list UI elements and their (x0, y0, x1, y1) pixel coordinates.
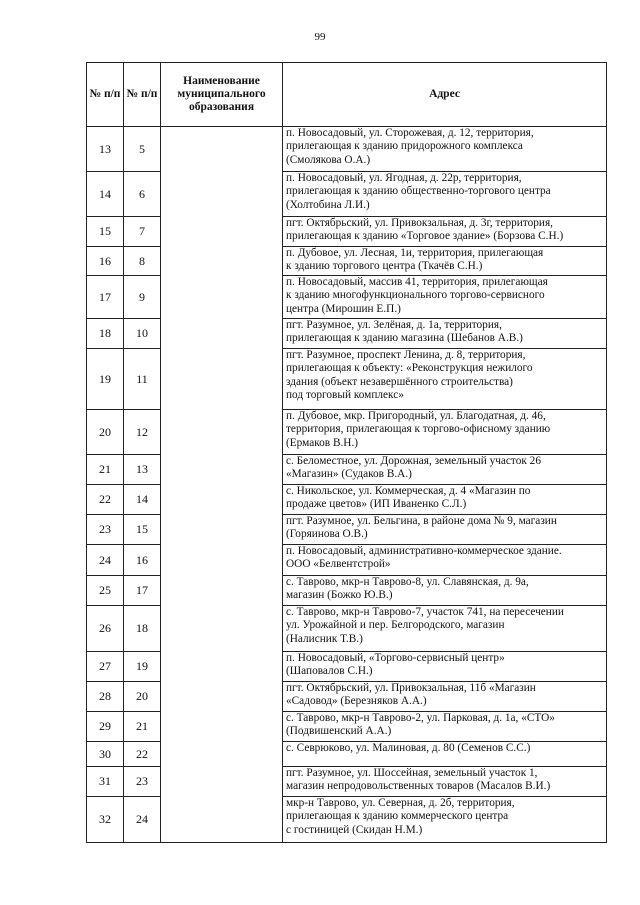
row-number-local: 18 (124, 606, 161, 652)
header-num-total: № п/п (87, 63, 124, 127)
address-cell (283, 797, 607, 843)
row-number-local: 13 (124, 455, 161, 485)
address-cell (283, 247, 607, 276)
row-number-local: 22 (124, 742, 161, 767)
address-line: «Садовод» (Березняков А.А.) (286, 695, 427, 708)
address-line: (Горяинова О.В.) (286, 528, 368, 541)
address-line: магазин (Божко Ю.В.) (286, 589, 393, 602)
address-line: пгт. Разумное, проспект Ленина, д. 8, территория, (286, 349, 526, 361)
address-line: (Подвишенский А.А.) (286, 725, 392, 738)
address-cell (283, 349, 607, 410)
row-number-total: 21 (87, 455, 124, 485)
address-line: с. Таврово, мкр-н Таврово-8, ул. Славянская, д. 9а, (286, 576, 529, 588)
address-line: п. Новосадовый, ул. Сторожевая, д. 12, территория, (286, 127, 534, 139)
address-line: к зданию торгового центра (Ткачёв С.Н.) (286, 260, 483, 273)
address-cell (283, 410, 607, 455)
row-number-local: 21 (124, 712, 161, 742)
address-line: с. Севрюково, ул. Малиновая, д. 80 (Семенов С.С.) (286, 742, 531, 754)
row-number-total: 17 (87, 276, 124, 319)
header-num-local: № п/п (124, 63, 161, 127)
row-number-local: 14 (124, 485, 161, 515)
address-line: с. Беломестное, ул. Дорожная, земельный участок 26 (286, 455, 541, 467)
address-cell (283, 515, 607, 545)
address-line: п. Новосадовый, массив 41, территория, прилегающая (286, 276, 548, 288)
address-line: территория, прилегающая к торгово-офисному зданию (286, 423, 551, 436)
address-cell (283, 652, 607, 682)
address-table (86, 62, 607, 843)
row-number-local: 17 (124, 576, 161, 606)
row-number-total: 22 (87, 485, 124, 515)
row-number-local: 7 (124, 217, 161, 247)
row-number-total: 25 (87, 576, 124, 606)
address-line: «Магазин» (Судаков В.А.) (286, 468, 412, 481)
address-line: прилегающая к зданию придорожного комплекса (286, 140, 523, 153)
address-line: здания (объект незавершённого строительства) (286, 375, 513, 388)
row-number-total: 15 (87, 217, 124, 247)
row-number-local: 10 (124, 319, 161, 349)
address-line: п. Новосадовый, «Торгово-сервисный центр» (286, 652, 505, 664)
row-number-local: 16 (124, 545, 161, 576)
address-line: (Ермаков В.Н.) (286, 436, 359, 449)
row-number-total: 16 (87, 247, 124, 276)
municipality-cell (161, 127, 283, 843)
row-number-local: 5 (124, 127, 161, 172)
address-line: к зданию многофункционального торгово-сервисного (286, 289, 545, 302)
address-line: (Налисник Т.В.) (286, 632, 363, 645)
row-number-total: 23 (87, 515, 124, 545)
address-line: прилегающая к объекту: «Реконструкция нежилого (286, 362, 533, 375)
header-municipality: Наименование муниципального образования (161, 63, 283, 127)
address-line: центра (Мирошин Е.П.) (286, 302, 401, 315)
row-number-total: 29 (87, 712, 124, 742)
row-number-local: 11 (124, 349, 161, 410)
row-number-local: 12 (124, 410, 161, 455)
address-line: с гостиницей (Скидан Н.М.) (286, 823, 423, 836)
address-line: п. Дубовое, ул. Лесная, 1и, территория, прилегающая (286, 247, 544, 259)
address-line: (Шаповалов С.Н.) (286, 665, 373, 678)
address-cell (283, 576, 607, 606)
address-line: с. Таврово, мкр-н Таврово-2, ул. Парковая, д. 1а, «СТО» (286, 712, 555, 724)
address-cell (283, 712, 607, 742)
address-line: п. Дубовое, мкр. Пригородный, ул. Благодатная, д. 46, (286, 410, 546, 422)
address-line: с. Таврово, мкр-н Таврово-7, участок 741, на пересечении (286, 606, 564, 618)
address-cell (283, 217, 607, 247)
address-line: п. Новосадовый, ул. Ягодная, д. 22р, территория, (286, 172, 522, 184)
row-number-total: 20 (87, 410, 124, 455)
address-line: прилегающая к зданию магазина (Шебанов А.В.) (286, 332, 523, 345)
row-number-total: 19 (87, 349, 124, 410)
address-line: под торговый комплекс» (286, 388, 404, 401)
row-number-total: 30 (87, 742, 124, 767)
row-number-local: 8 (124, 247, 161, 276)
address-cell (283, 606, 607, 652)
row-number-local: 23 (124, 767, 161, 797)
address-line: продаже цветов» (ИП Иваненко С.Л.) (286, 498, 467, 511)
row-number-total: 13 (87, 127, 124, 172)
address-line: прилегающая к зданию общественно-торгового центра (286, 185, 551, 198)
address-line: с. Никольское, ул. Коммерческая, д. 4 «Магазин по (286, 485, 531, 497)
page-number: 99 (314, 31, 326, 43)
row-number-total: 26 (87, 606, 124, 652)
address-line: ул. Урожайной и пер. Белгородского, магазин (286, 619, 505, 632)
table-header-row (87, 63, 607, 127)
table-body (87, 127, 607, 843)
row-number-total: 14 (87, 172, 124, 217)
address-cell (283, 682, 607, 712)
row-number-total: 27 (87, 652, 124, 682)
address-line: пгт. Разумное, ул. Шоссейная, земельный участок 1, (286, 767, 538, 779)
address-cell (283, 545, 607, 576)
address-cell (283, 276, 607, 319)
address-line: магазин непродовольственных товаров (Масалов В.И.) (286, 780, 551, 793)
address-cell (283, 485, 607, 515)
address-line: (Смолякова О.А.) (286, 153, 371, 166)
row-number-local: 9 (124, 276, 161, 319)
address-cell (283, 742, 607, 767)
address-cell (283, 319, 607, 349)
row-number-local: 15 (124, 515, 161, 545)
row-number-total: 18 (87, 319, 124, 349)
address-line: пгт. Октябрьский, ул. Привокзальная, д. 3г, территория, (286, 217, 553, 229)
address-line: п. Новосадовый, административно-коммерческое здание. (286, 545, 562, 557)
row-number-local: 6 (124, 172, 161, 217)
row-number-total: 32 (87, 797, 124, 843)
address-line: прилегающая к зданию «Торговое здание» (Борзова С.Н.) (286, 230, 564, 243)
table-row (87, 127, 607, 172)
address-line: пгт. Разумное, ул. Бельгина, в районе дома № 9, магазин (286, 515, 557, 527)
address-line: (Холтобина Л.И.) (286, 198, 370, 211)
address-line: ООО «Белвентстрой» (286, 558, 391, 571)
row-number-local: 24 (124, 797, 161, 843)
row-number-local: 19 (124, 652, 161, 682)
address-cell (283, 455, 607, 485)
row-number-total: 24 (87, 545, 124, 576)
address-cell (283, 172, 607, 217)
row-number-total: 28 (87, 682, 124, 712)
address-line: пгт. Октябрьский, ул. Привокзальная, 11б «Магазин (286, 682, 536, 694)
address-cell (283, 127, 607, 172)
address-line: мкр-н Таврово, ул. Северная, д. 2б, территория, (286, 797, 515, 809)
row-number-local: 20 (124, 682, 161, 712)
header-address: Адрес (283, 63, 607, 127)
address-line: прилегающая к зданию коммерческого центра (286, 810, 509, 823)
address-cell (283, 767, 607, 797)
row-number-total: 31 (87, 767, 124, 797)
address-line: пгт. Разумное, ул. Зелёная, д. 1а, территория, (286, 319, 502, 331)
